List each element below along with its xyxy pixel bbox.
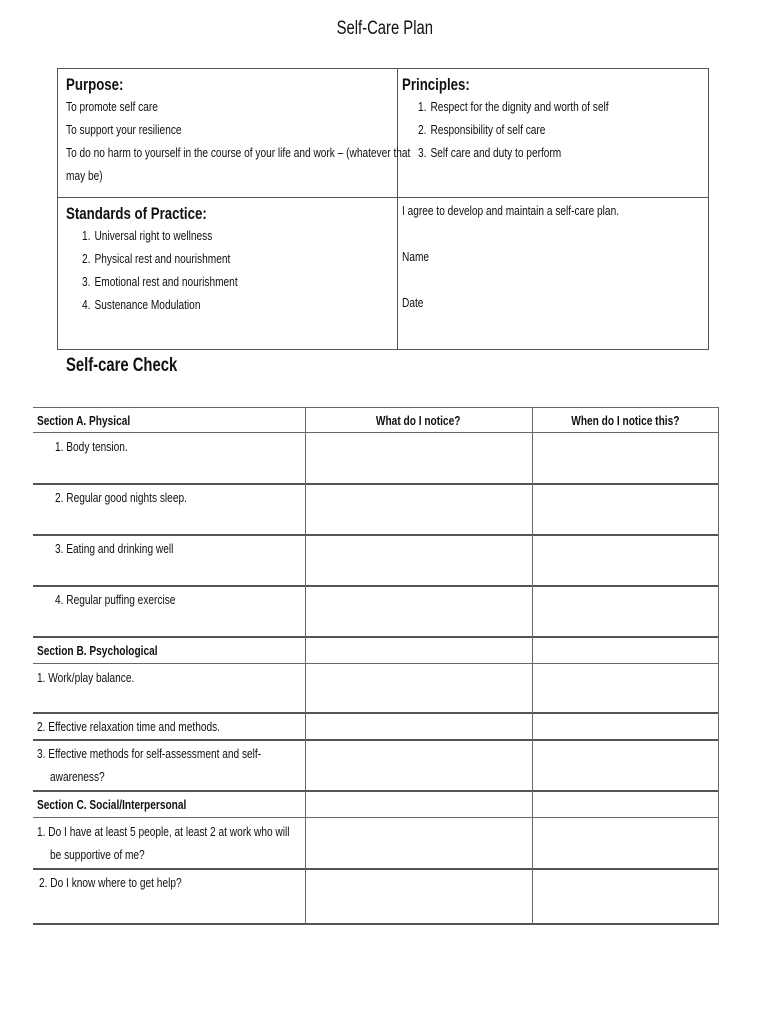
column-header: Section A. Physical (37, 413, 131, 428)
table-row-label: 1. Body tension. (55, 439, 128, 454)
self-care-check-table (33, 407, 719, 925)
table-row-label: 3. Eating and drinking well (55, 541, 174, 556)
divider (718, 407, 719, 924)
standards-heading: Standards of Practice: (66, 204, 207, 223)
table-row-label: awareness? (50, 769, 105, 784)
divider (33, 712, 719, 714)
table-row-label: 2. Do I know where to get help? (39, 875, 182, 890)
section-title: Self-care Check (66, 355, 178, 376)
divider (33, 483, 719, 485)
divider (33, 585, 719, 587)
divider (33, 407, 719, 408)
table-row-label: be supportive of me? (50, 847, 145, 862)
divider (305, 407, 306, 924)
purpose-line: may be) (66, 168, 103, 183)
standards-section (66, 204, 282, 316)
divider (33, 636, 719, 638)
divider (33, 868, 719, 870)
table-row-label: 2. Effective relaxation time and methods. (37, 719, 220, 734)
purpose-line: To promote self care (66, 99, 158, 114)
agreement-section (402, 199, 680, 314)
list-item: 1. Respect for the dignity and worth of self (418, 99, 609, 114)
column-header: What do I notice? (376, 413, 461, 428)
divider (33, 739, 719, 741)
page-title: Self-Care Plan (336, 18, 434, 39)
purpose-heading: Purpose: (66, 75, 124, 94)
divider (33, 432, 719, 433)
table-row-label: 1. Work/play balance. (37, 670, 135, 685)
table-row-label: 1. Do I have at least 5 people, at least 2 at work who will (37, 824, 290, 839)
section-heading: Section C. Social/Interpersonal (37, 797, 187, 812)
section-heading: Section B. Psychological (37, 643, 158, 658)
divider (58, 197, 708, 198)
list-item: 3. Self care and duty to perform (418, 145, 562, 160)
list-item: 2. Responsibility of self care (418, 122, 546, 137)
principles-section (402, 75, 662, 164)
divider (532, 407, 533, 924)
table-row-label: 2. Regular good nights sleep. (55, 490, 187, 505)
purpose-line: To do no harm to yourself in the course of your life and work – (whatever that (66, 145, 411, 160)
agreement-statement: I agree to develop and maintain a self-care plan. (402, 203, 620, 218)
divider (33, 923, 719, 925)
column-header: When do I notice this? (570, 413, 680, 428)
table-row-label: 3. Effective methods for self-assessment and self- (37, 746, 262, 761)
date-label: Date (402, 295, 424, 310)
divider (33, 663, 719, 664)
name-label: Name (402, 249, 430, 264)
principles-heading: Principles: (402, 75, 470, 94)
list-item: 1. Universal right to wellness (82, 228, 213, 243)
table-row-label: 4. Regular puffing exercise (55, 592, 176, 607)
divider (33, 817, 719, 818)
divider (33, 534, 719, 536)
list-item: 3. Emotional rest and nourishment (82, 274, 238, 289)
purpose-line: To support your resilience (66, 122, 182, 137)
list-item: 2. Physical rest and nourishment (82, 251, 231, 266)
plan-box (57, 68, 709, 350)
divider (33, 790, 719, 792)
list-item: 4. Sustenance Modulation (82, 297, 201, 312)
